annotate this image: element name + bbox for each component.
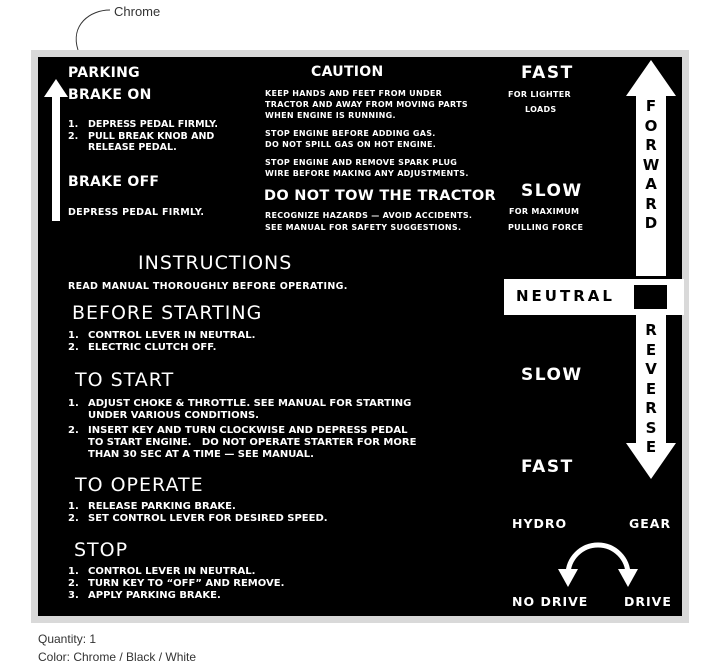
to-start-list xyxy=(68,398,416,461)
list-item: TO START ENGINE. DO NOT OPERATE STARTER FOR MORE xyxy=(88,437,417,448)
slow-top-sub: FOR MAXIMUM xyxy=(509,207,580,216)
hydro-label: HYDRO xyxy=(512,516,568,531)
list-item: UNDER VARIOUS CONDITIONS. xyxy=(88,410,259,421)
to-start-heading: TO START xyxy=(75,369,175,391)
to-operate-list xyxy=(68,501,328,525)
gear-label: GEAR xyxy=(629,516,672,531)
caution-line: DO NOT SPILL GAS ON HOT ENGINE. xyxy=(265,140,437,149)
list-item: 1. CONTROL LEVER IN NEUTRAL. xyxy=(68,330,256,341)
list-item: 1. CONTROL LEVER IN NEUTRAL. xyxy=(68,566,256,577)
neutral-slot xyxy=(634,285,667,309)
slow-top-sub: PULLING FORCE xyxy=(508,223,584,232)
do-not-tow-heading: DO NOT TOW THE TRACTOR xyxy=(264,188,496,204)
color-text: Color: Chrome / Black / White xyxy=(38,650,197,664)
list-item: 2. ELECTRIC CLUTCH OFF. xyxy=(68,342,217,353)
drive-label: DRIVE xyxy=(624,594,672,609)
list-item: 2. INSERT KEY AND TURN CLOCKWISE AND DEPRESS PEDAL xyxy=(68,425,408,436)
caution-line: SEE MANUAL FOR SAFETY SUGGESTIONS. xyxy=(265,223,462,232)
parking-heading: PARKING xyxy=(68,65,140,81)
to-operate-heading: TO OPERATE xyxy=(75,474,204,496)
caution-line: WHEN ENGINE IS RUNNING. xyxy=(265,111,396,120)
caution-line: WIRE BEFORE MAKING ANY ADJUSTMENTS. xyxy=(265,169,469,178)
stop-heading: STOP xyxy=(74,539,129,561)
caution-line: TRACTOR AND AWAY FROM MOVING PARTS xyxy=(265,100,468,109)
instructions-subtitle: READ MANUAL THOROUGHLY BEFORE OPERATING. xyxy=(68,281,348,292)
list-item: 3. APPLY PARKING BRAKE. xyxy=(68,590,221,601)
curved-double-arrow-icon xyxy=(556,537,640,587)
fast-top-sub: LOADS xyxy=(525,105,557,114)
caution-line: RECOGNIZE HAZARDS — AVOID ACCIDENTS. xyxy=(265,211,473,220)
list-item: 1. ADJUST CHOKE & THROTTLE. SEE MANUAL FOR STARTING xyxy=(68,398,412,409)
caution-line: STOP ENGINE BEFORE ADDING GAS. xyxy=(265,129,436,138)
quantity-text: Quantity: 1 xyxy=(38,632,97,646)
decal-panel xyxy=(38,57,682,616)
caution-line: KEEP HANDS AND FEET FROM UNDER xyxy=(265,89,443,98)
list-item: RELEASE PEDAL. xyxy=(88,142,177,153)
neutral-label: NEUTRAL xyxy=(516,287,615,305)
forward-letters: F O R W A R D xyxy=(642,97,660,232)
chrome-callout-label: Chrome xyxy=(114,4,161,19)
list-item: THAN 30 SEC AT A TIME — SEE MANUAL. xyxy=(88,449,314,460)
caution-line: STOP ENGINE AND REMOVE SPARK PLUG xyxy=(265,158,458,167)
list-item: 2. TURN KEY TO “OFF” AND REMOVE. xyxy=(68,578,285,589)
brake-on-heading: BRAKE ON xyxy=(68,87,152,103)
neutral-bar xyxy=(504,279,684,315)
brake-on-steps xyxy=(68,119,218,154)
slow-top-label: SLOW xyxy=(521,181,583,201)
list-item: 2. PULL BREAK KNOB AND xyxy=(68,130,215,142)
fast-bottom-label: FAST xyxy=(521,457,574,477)
before-starting-list xyxy=(68,330,255,354)
list-item: 1. DEPRESS PEDAL FIRMLY. xyxy=(68,119,219,130)
slow-bottom-label: SLOW xyxy=(521,365,583,385)
brake-off-heading: BRAKE OFF xyxy=(68,174,160,190)
fast-top-label: FAST xyxy=(521,63,574,83)
instructions-heading: INSTRUCTIONS xyxy=(138,252,293,274)
reverse-letters: R E V E R S E xyxy=(645,321,657,456)
fast-top-sub: FOR LIGHTER xyxy=(508,90,571,99)
stop-list xyxy=(68,566,284,602)
brake-off-text: DEPRESS PEDAL FIRMLY. xyxy=(68,207,205,218)
caution-heading: CAUTION xyxy=(311,64,384,80)
before-starting-heading: BEFORE STARTING xyxy=(72,302,263,324)
list-item: 1. RELEASE PARKING BRAKE. xyxy=(68,501,236,512)
no-drive-label: NO DRIVE xyxy=(512,594,589,609)
up-arrow-icon xyxy=(44,79,68,221)
list-item: 2. SET CONTROL LEVER FOR DESIRED SPEED. xyxy=(68,513,328,524)
